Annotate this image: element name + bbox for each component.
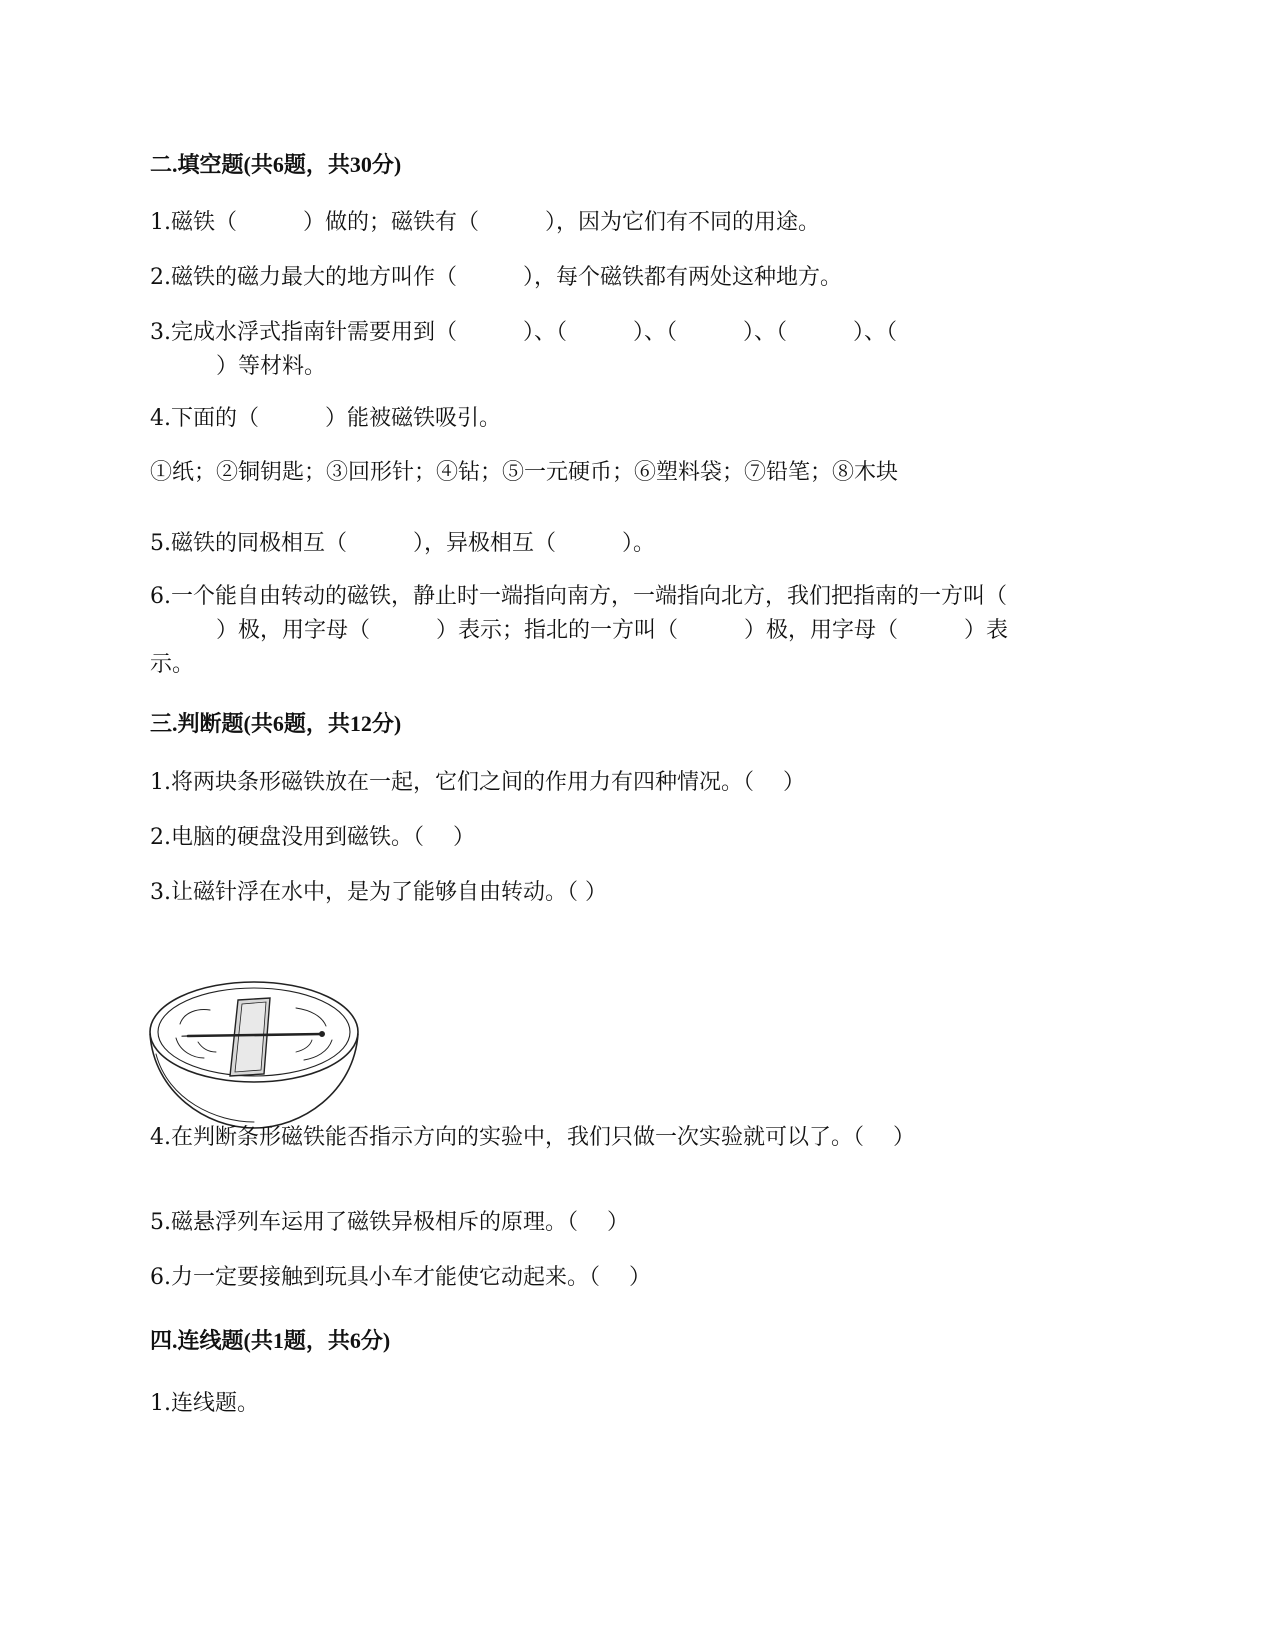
section-heading-fill-in: 二.填空题(共6题，共30分) bbox=[150, 152, 402, 177]
tf-question-3: 3.让磁针浮在水中，是为了能够自由转动。（ ） bbox=[150, 880, 607, 905]
fill-question-1: 1.磁铁（ ）做的；磁铁有（ ），因为它们有不同的用途。 bbox=[150, 210, 820, 235]
fill-question-4: 4.下面的（ ）能被磁铁吸引。 bbox=[150, 406, 501, 431]
fill-question-4-options: ①纸；②铜钥匙；③回形针；④钻；⑤一元硬币；⑥塑料袋；⑦铅笔；⑧木块 bbox=[150, 460, 899, 485]
fill-question-3: 3.完成水浮式指南针需要用到（ ）、（ ）、（ ）、（ ）、（ ）等材料。 bbox=[150, 320, 897, 379]
tf-question-4: 4.在判断条形磁铁能否指示方向的实验中，我们只做一次实验就可以了。（ ） bbox=[150, 1125, 915, 1150]
tf-question-2: 2.电脑的硬盘没用到磁铁。（ ） bbox=[150, 825, 475, 850]
bowl-with-floating-needle-illustration bbox=[146, 972, 362, 1132]
fill-question-5: 5.磁铁的同极相互（ ），异极相互（ ）。 bbox=[150, 531, 655, 556]
tf-question-6: 6.力一定要接触到玩具小车才能使它动起来。（ ） bbox=[150, 1265, 651, 1290]
fill-question-6: 6.一个能自由转动的磁铁，静止时一端指向南方，一端指向北方，我们把指南的一方叫（ ）极，用字母（ ）表示；指北的一方叫（ ）极，用字母（ ）表 示。 bbox=[150, 584, 1009, 677]
tf-question-5: 5.磁悬浮列车运用了磁铁异极相斥的原理。（ ） bbox=[150, 1210, 629, 1235]
section-heading-matching: 四.连线题(共1题，共6分) bbox=[150, 1328, 391, 1353]
tf-question-1: 1.将两块条形磁铁放在一起，它们之间的作用力有四种情况。（ ） bbox=[150, 770, 805, 795]
section-heading-true-false: 三.判断题(共6题，共12分) bbox=[150, 711, 402, 736]
matching-question-1: 1.连线题。 bbox=[150, 1391, 259, 1416]
fill-question-2: 2.磁铁的磁力最大的地方叫作（ ），每个磁铁都有两处这种地方。 bbox=[150, 265, 842, 290]
